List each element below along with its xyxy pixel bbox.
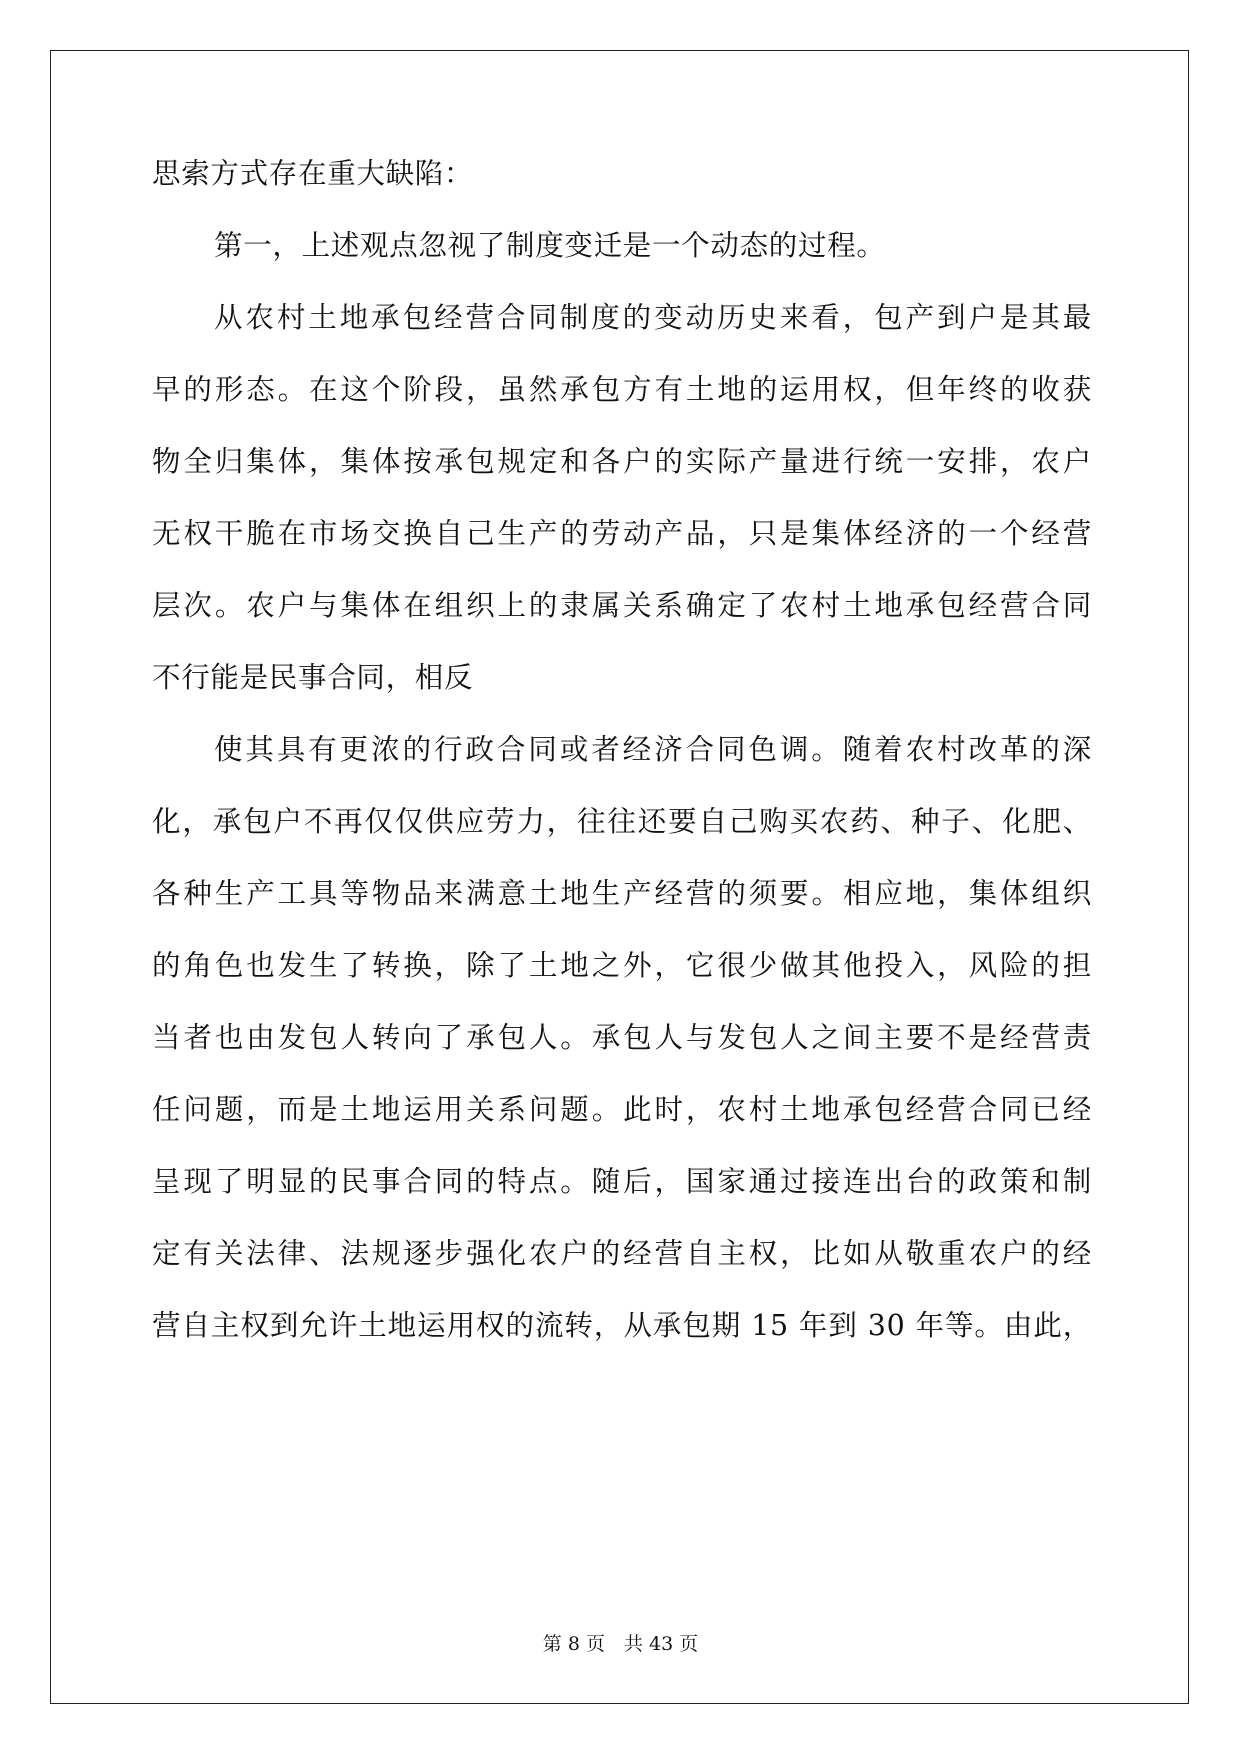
text-line: 当者也由发包人转向了承包人。承包人与发包人之间主要不是经营责 [152, 1021, 1092, 1054]
text-line: 从农村土地承包经营合同制度的变动历史来看，包产到户是其最 [214, 301, 1092, 334]
page-number-footer: 第 8 页 共 43 页 [542, 1633, 699, 1655]
text-line: 思索方式存在重大缺陷： [152, 157, 474, 190]
text-line: 使其具有更浓的行政合同或者经济合同色调。随着农村改革的深 [214, 733, 1092, 766]
text-line: 各种生产工具等物品来满意土地生产经营的须要。相应地，集体组织 [152, 877, 1092, 910]
text-line: 营自主权到允许土地运用权的流转，从承包期 15 年到 30 年等。由此， [152, 1309, 1092, 1342]
text-line: 层次。农户与集体在组织上的隶属关系确定了农村土地承包经营合同 [152, 589, 1092, 622]
text-line: 无权干脆在市场交换自己生产的劳动产品，只是集体经济的一个经营 [152, 517, 1092, 550]
text-line: 任问题，而是土地运用关系问题。此时，农村土地承包经营合同已经 [152, 1093, 1092, 1126]
text-line: 早的形态。在这个阶段，虽然承包方有土地的运用权，但年终的收获 [152, 373, 1092, 406]
text-line: 第一，上述观点忽视了制度变迁是一个动态的过程。 [214, 229, 886, 262]
text-line: 呈现了明显的民事合同的特点。随后，国家通过接连出台的政策和制 [152, 1165, 1092, 1198]
text-line: 物全归集体，集体按承包规定和各户的实际产量进行统一安排，农户 [152, 445, 1092, 478]
text-line: 定有关法律、法规逐步强化农户的经营自主权，比如从敬重农户的经 [152, 1237, 1092, 1270]
text-line: 的角色也发生了转换，除了土地之外，它很少做其他投入，风险的担 [152, 949, 1092, 982]
text-line: 不行能是民事合同，相反 [152, 661, 474, 694]
text-line: 化，承包户不再仅仅供应劳力，往往还要自己购买农药、种子、化肥、 [152, 805, 1092, 838]
